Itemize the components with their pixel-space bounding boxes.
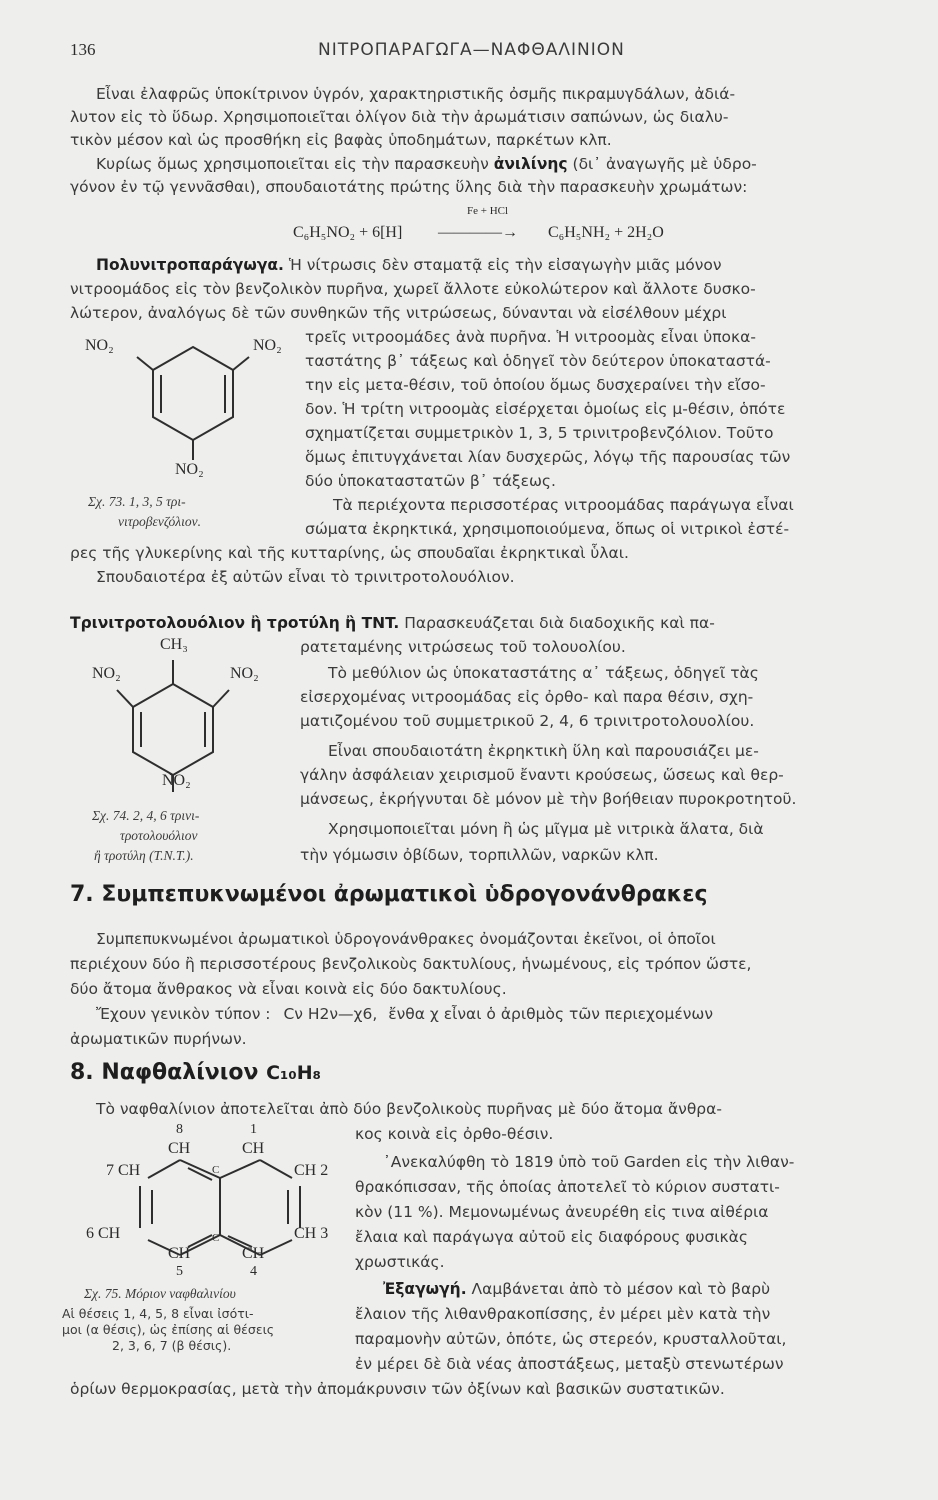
text-line: δον. Ἡ τρίτη νιτροομὰς εἰσέρχεται ὁμοίως εἰς μ-θέσιν, ὁπότε <box>305 400 786 418</box>
text-line: ματιζομένου τοῦ συμμετρικοῦ 2, 4, 6 τρινιτροτολουολίου. <box>300 712 755 730</box>
section-heading-8 <box>70 1060 321 1085</box>
naphthalene-formula: C₁₀H₈ <box>266 1062 321 1084</box>
ch-group: CH 2 <box>294 1162 329 1179</box>
figure-note: 2, 3, 6, 7 (β θέσις). <box>112 1338 232 1353</box>
figure-caption: Σχ. 75. Μόριον ναφθαλινίου <box>84 1286 236 1301</box>
ch-group: CH <box>168 1245 191 1262</box>
text-line: λυτον εἰς τὸ ὕδωρ. Χρησιμοποιεῖται ὀλίγον διὰ τὴν ἀρωμάτισιν σαπώνων, ὡς διαλυ- <box>70 108 729 126</box>
figure-naphthalene <box>80 1120 350 1290</box>
text-line: Τὸ μεθύλιον ὡς ὑποκαταστάτης α᾽ τάξεως, ὁδηγεῖ τὰς <box>328 664 759 682</box>
text-line: σχηματίζεται συμμετρικὸν 1, 3, 5 τρινιτροβενζόλιον. Τοῦτο <box>305 424 774 442</box>
ch-group: CH <box>242 1140 265 1157</box>
text-line: ἀρωματικῶν πυρήνων. <box>70 1030 247 1048</box>
page-number: 136 <box>70 40 96 59</box>
text-line: ἐν μέρει δὲ διὰ νέας ἀποστάξεως, μεταξὺ στενωτέρων <box>355 1355 784 1373</box>
naphthalene-rings <box>80 1120 350 1290</box>
bridge-carbon: C <box>212 1164 220 1176</box>
figure-caption: ἢ τροτύλη (T.N.T.). <box>94 848 194 863</box>
nitro-group-label: NO₂ <box>92 665 121 682</box>
text-line: Σπουδαιοτέρα ἐξ αὐτῶν εἶναι τὸ τρινιτροτολουόλιον. <box>96 568 515 586</box>
equation-left: C₆H₅NO₂ + 6[H] <box>293 224 403 241</box>
text-line: Συμπεπυκνωμένοι ἀρωματικοὶ ὑδρογονάνθρακες ὀνομάζονται ἐκεῖνοι, οἱ ὁποῖοι <box>96 930 716 948</box>
text-line: εἰσερχομένας νιτροομάδας εἰς ὀρθο- καὶ παρα θέσιν, σχη- <box>300 688 754 706</box>
equation-arrow: ————→ <box>438 224 518 241</box>
ch-group: 7 CH <box>106 1162 141 1179</box>
nitro-group-label: NO₂ <box>230 665 259 682</box>
text-line: τικὸν μέσον καὶ ὡς προσθήκη εἰς βαφὰς ὑποδημάτων, παρκέτων κλπ. <box>70 131 612 149</box>
text-line <box>383 1280 770 1298</box>
position-number: 8 <box>176 1122 183 1137</box>
figure-note: Αἱ θέσεις 1, 4, 5, 8 εἶναι ἰσότι- <box>62 1306 254 1321</box>
figure-tnt <box>85 632 300 802</box>
nitro-group-label: NO₂ <box>175 461 204 478</box>
text-span: Παρασκευάζεται διὰ διαδοχικῆς καὶ πα- <box>399 614 715 632</box>
text-line: ὅμως ἐπιτυγχάνεται λίαν δυσχερῶς, λόγῳ τῆς παρουσίας τῶν <box>305 448 791 466</box>
text-line: ρες τῆς γλυκερίνης καὶ τῆς κυτταρίνης, ὡς σπουδαῖαι ἐκρηκτικαὶ ὗλαι. <box>70 544 629 562</box>
text-line: δύο ἄτομα ἄνθρακος νὰ εἶναι κοινὰ εἰς δύο δακτυλίους. <box>70 980 507 998</box>
text-line: παραμονὴν αὐτῶν, ὁπότε, ὡς στερεόν, κρυσταλλοῦται, <box>355 1330 787 1348</box>
section-heading-tnt: Τρινιτροτολουόλιον ἢ τροτύλη ἢ TNT. <box>70 614 400 632</box>
text-line: τὴν γόμωσιν ὀβίδων, τορπιλλῶν, ναρκῶν κλπ. <box>300 846 659 864</box>
text-line: Τὰ περιέχοντα περισσοτέρας νιτροομάδας παράγωγα εἶναι <box>333 496 794 514</box>
text-line: σώματα ἐκρηκτικά, χρησιμοποιούμενα, ὅπως οἱ νιτρικοὶ ἐστέ- <box>305 520 790 538</box>
text-span: ἔνθα χ εἶναι ὁ ἀριθμὸς τῶν περιεχομένων <box>388 1005 714 1023</box>
extraction-heading: Ἐξαγωγή. <box>383 1280 467 1298</box>
text-line: γάλην ἀσφάλειαν χειρισμοῦ ἔναντι κρούσεως, ὥσεως καὶ θερ- <box>300 766 784 784</box>
text-line: περιέχουν δύο ἢ περισσοτέρους βενζολικοὺς δακτυλίους, ἡνωμένους, εἰς τρόπον ὥστε, <box>70 955 752 973</box>
figure-caption: νιτροβενζόλιον. <box>118 514 201 529</box>
text-line: την εἰς μετα-θέσιν, τοῦ ὁποίου ὅμως δυσχεραίνει τὴν εἴσο- <box>305 376 766 394</box>
text-line <box>96 155 757 173</box>
section-heading-7: 7. Συμπεπυκνωμένοι ἀρωματικοὶ ὑδρογονάνθρακες <box>70 882 708 907</box>
nitro-group-label: NO₂ <box>253 337 282 354</box>
text-line: ᾽Ανεκαλύφθη τὸ 1819 ὑπὸ τοῦ Garden εἰς τὴν λιθαν- <box>383 1153 795 1171</box>
text-line <box>96 256 722 274</box>
text-line <box>96 1005 713 1023</box>
text-line: θρακόπισσαν, τῆς ὁποίας ἀποτελεῖ τὸ κύριον συστατι- <box>355 1178 780 1196</box>
text-line: τρεῖς νιτροομάδες ἀνὰ πυρῆνα. Ἡ νιτροομὰς εἶναι ὑποκα- <box>305 328 756 346</box>
running-title: ΝΙΤΡΟΠΑΡΑΓΩΓΑ—ΝΑΦΘΑΛΙΝΙΟΝ <box>318 40 625 60</box>
text-line: δύο ὑποκαταστατῶν β᾽ τάξεως. <box>305 472 556 490</box>
text-line: ἔλαιον τῆς λιθανθρακοπίσσης, ἐν μέρει μὲν κατὰ τὴν <box>355 1305 771 1323</box>
section-heading-text: 8. Ναφθαλίνιον <box>70 1060 267 1085</box>
methyl-group-label: CH₃ <box>160 636 188 653</box>
text-line: μάνσεως, ἐκρήγνυται δὲ μόνον μὲ τὴν βοήθειαν πυροκροτητοῦ. <box>300 790 797 808</box>
benzene-ring <box>85 632 300 802</box>
figure-caption: Σχ. 73. 1, 3, 5 τρι- <box>88 494 186 509</box>
position-number: 5 <box>176 1264 183 1279</box>
aniline-term: ἀνιλίνης <box>493 155 568 173</box>
nitro-group-label: NO₂ <box>85 337 114 354</box>
bridge-carbon: C <box>212 1232 220 1244</box>
text-line: γόνον ἐν τῷ γεννᾶσθαι), σπουδαιοτάτης πρώτης ὕλης διὰ τὴν παρασκευὴν χρωμάτων: <box>70 178 748 196</box>
text-span: Ἔχουν γενικὸν τύπον : <box>96 1005 271 1023</box>
text-line: Εἶναι σπουδαιοτάτη ἐκρηκτικὴ ὕλη καὶ παρουσιάζει με- <box>328 742 759 760</box>
equation-reagent: Fe + HCl <box>467 205 509 217</box>
figure-caption: Σχ. 74. 2, 4, 6 τρινι- <box>92 808 200 823</box>
text-line: κος κοινὰ εἰς ὀρθο-θέσιν. <box>355 1125 554 1143</box>
text-line: ὁρίων θερμοκρασίας, μετὰ τὴν ἀπομάκρυνσιν τῶν ὀξίνων καὶ βασικῶν συστατικῶν. <box>70 1380 725 1398</box>
ch-group: CH <box>168 1140 191 1157</box>
ch-group: CH 3 <box>294 1225 329 1242</box>
figure-note: μοι (α θέσις), ὡς ἐπίσης αἱ θέσεις <box>62 1322 275 1337</box>
section-heading-polynitro: Πολυνιτροπαράγωγα. <box>96 256 284 274</box>
text-line: Εἶναι ἐλαφρῶς ὑποκίτρινον ὑγρόν, χαρακτηριστικῆς ὀσμῆς πικραμυγδάλων, ἀδιά- <box>96 85 736 103</box>
text-span: (δι᾽ ἀναγωγῆς μὲ ὑδρο- <box>567 155 757 173</box>
text-line: ταστάτης β᾽ τάξεως καὶ ὁδηγεῖ τὸν δεύτερον ὑποκαταστά- <box>305 352 771 370</box>
text-span: Κυρίως ὅμως χρησιμοποιεῖται εἰς τὴν παρασκευὴν <box>96 155 494 173</box>
text-span: Ἡ νίτρωσις δὲν σταματᾷ εἰς τὴν εἰσαγωγὴν μιᾶς μόνον <box>283 256 722 274</box>
text-span: Λαμβάνεται ἀπὸ τὸ μέσον καὶ τὸ βαρὺ <box>466 1280 771 1298</box>
position-number: 1 <box>250 1122 257 1137</box>
text-line: ἔλαια καὶ παράγωγα αὐτοῦ εἰς διαφόρους φυσικὰς <box>355 1228 748 1246</box>
equation-right: C₆H₅NH₂ + 2H₂O <box>548 224 664 241</box>
text-line: Χρησιμοποιεῖται μόνη ἢ ὡς μῖγμα μὲ νιτρικὰ ἅλατα, διὰ <box>328 820 764 838</box>
nitro-group-label: NO₂ <box>162 772 191 789</box>
text-line: ρατεταμένης νιτρώσεως τοῦ τολουολίου. <box>300 638 626 656</box>
position-number: 4 <box>250 1264 257 1279</box>
text-line <box>70 614 715 632</box>
text-line: κὸν (11 %). Μεμονωμένως ἀνευρέθη εἰς τινα αἰθέρια <box>355 1203 769 1221</box>
text-line: νιτροομάδος εἰς τὸν βενζολικὸν πυρῆνα, χωρεῖ ἄλλοτε εὐκολώτερον καὶ ἄλλοτε δυσκο- <box>70 280 756 298</box>
text-line: χρωστικάς. <box>355 1253 445 1271</box>
ch-group: 6 CH <box>86 1225 121 1242</box>
ch-group: CH <box>242 1245 265 1262</box>
text-line: Τὸ ναφθαλίνιον ἀποτελεῖται ἀπὸ δύο βενζολικοὺς πυρῆνας μὲ δύο ἄτομα ἄνθρα- <box>96 1100 722 1118</box>
figure-caption: τροτολουόλιον <box>120 828 198 843</box>
general-formula: Cν H2ν—χ6, <box>283 1005 378 1023</box>
text-line: λώτερον, ἀναλόγως δὲ τῶν συνθηκῶν τῆς νιτρώσεως, δύνανται νὰ εἰσέλθουν μέχρι <box>70 304 727 322</box>
